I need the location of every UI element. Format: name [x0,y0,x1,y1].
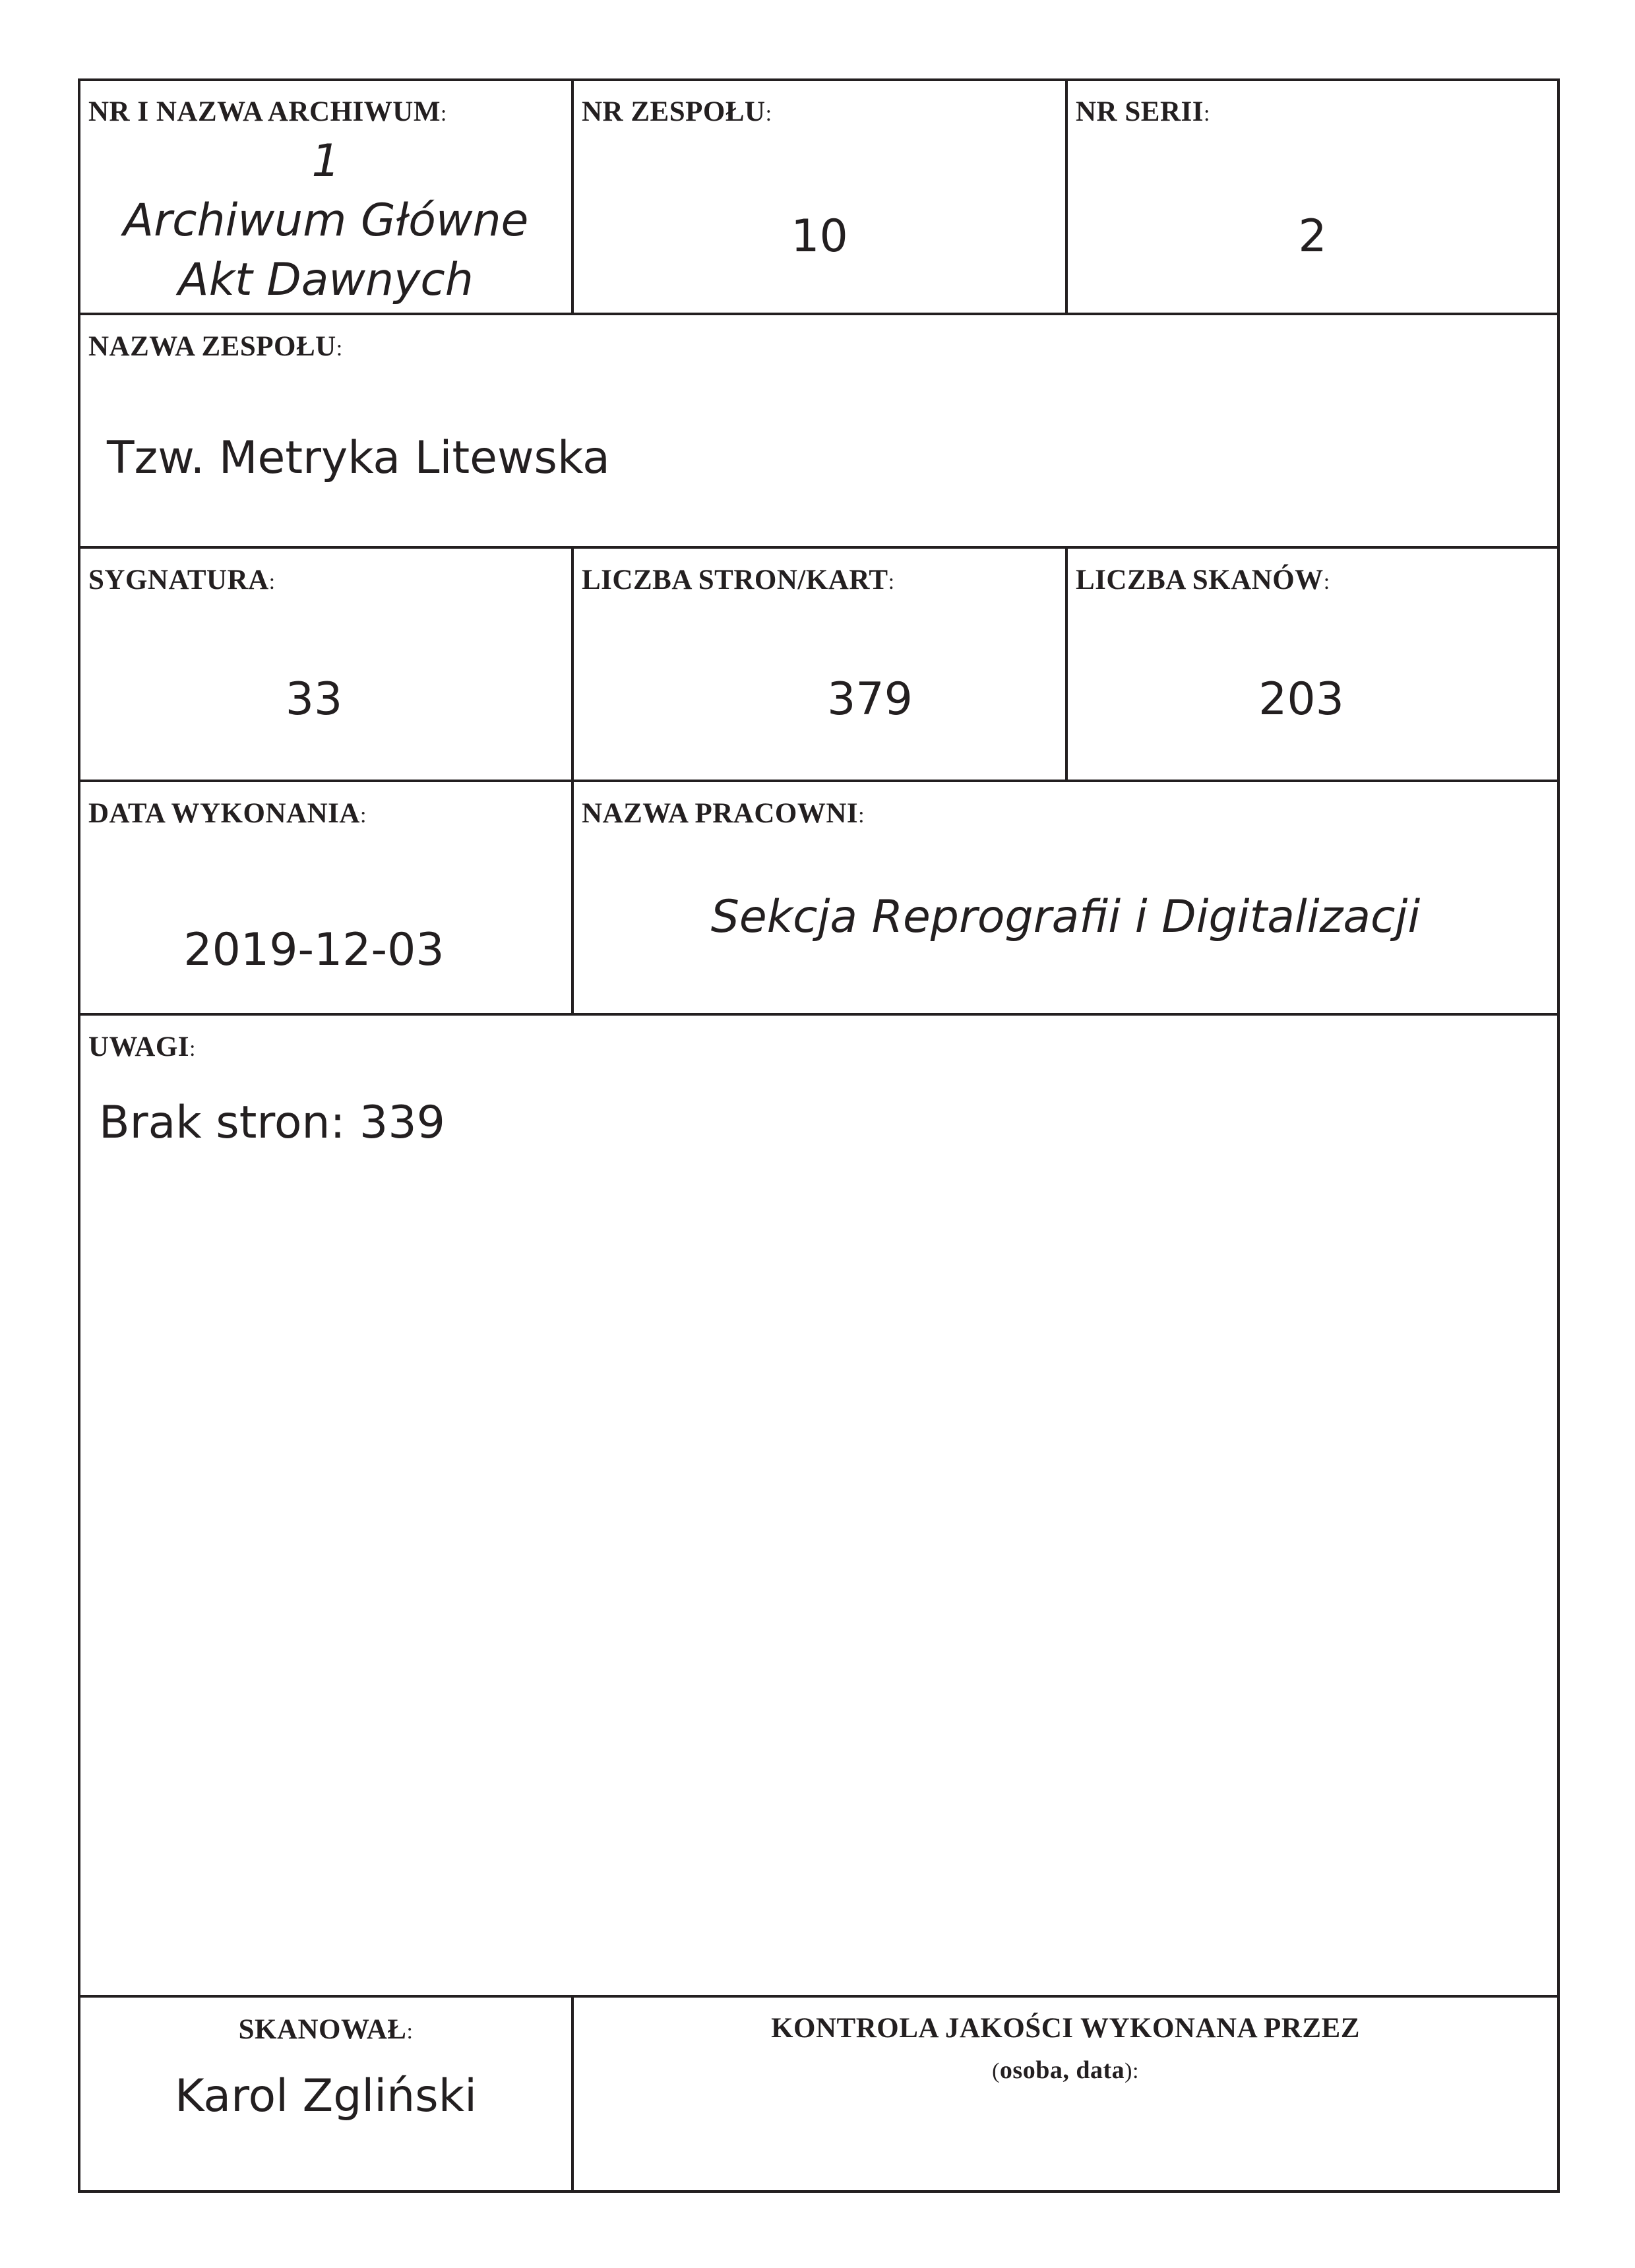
workshop-value: Sekcja Reprografii i Digitalizacji [710,891,1421,943]
series-number-label: NR SERII: [1076,96,1210,127]
workshop-label: NAZWA PRACOWNI: [582,798,865,829]
row-divider [80,780,1557,782]
quality-control-label: KONTROLA JAKOŚCI WYKONANA PRZEZ [771,2013,1360,2044]
fonds-number-value: 10 [791,210,848,262]
scanned-by-label: SKANOWAŁ: [238,2014,414,2045]
scan-metadata-form [78,78,1560,2193]
scanned-by-value: Karol Zgliński [175,2070,477,2122]
column-divider [1065,81,1068,313]
archive-label: NR I NAZWA ARCHIWUM: [88,96,447,127]
fonds-name-label: NAZWA ZESPOŁU: [88,331,343,362]
execution-date-label: DATA WYKONANIA: [88,798,367,829]
fonds-name-value: Tzw. Metryka Litewska [107,432,610,484]
quality-control-sublabel: (osoba, data): [992,2056,1139,2084]
column-divider [571,81,574,313]
fonds-number-label: NR ZESPOŁU: [582,96,772,127]
column-divider [1065,546,1068,780]
row-divider [80,546,1557,549]
pages-count-value: 379 [827,673,913,725]
notes-value: Brak stron: 339 [99,1097,445,1149]
archive-name-line2: Akt Dawnych [178,254,474,306]
row-divider [80,313,1557,315]
signature-label: SYGNATURA: [88,565,276,596]
archive-name-line1: Archiwum Główne [123,195,529,247]
scans-count-value: 203 [1258,673,1344,725]
archive-number: 1 [311,135,340,187]
signature-value: 33 [285,673,343,725]
scans-count-label: LICZBA SKANÓW: [1076,565,1330,596]
execution-date-value: 2019-12-03 [183,924,445,976]
pages-count-label: LICZBA STRON/KART: [582,565,895,596]
notes-label: UWAGI: [88,1031,196,1062]
row-divider [80,1013,1557,1016]
column-divider [571,546,574,780]
series-number-value: 2 [1298,210,1327,262]
row-divider [80,1995,1557,1998]
